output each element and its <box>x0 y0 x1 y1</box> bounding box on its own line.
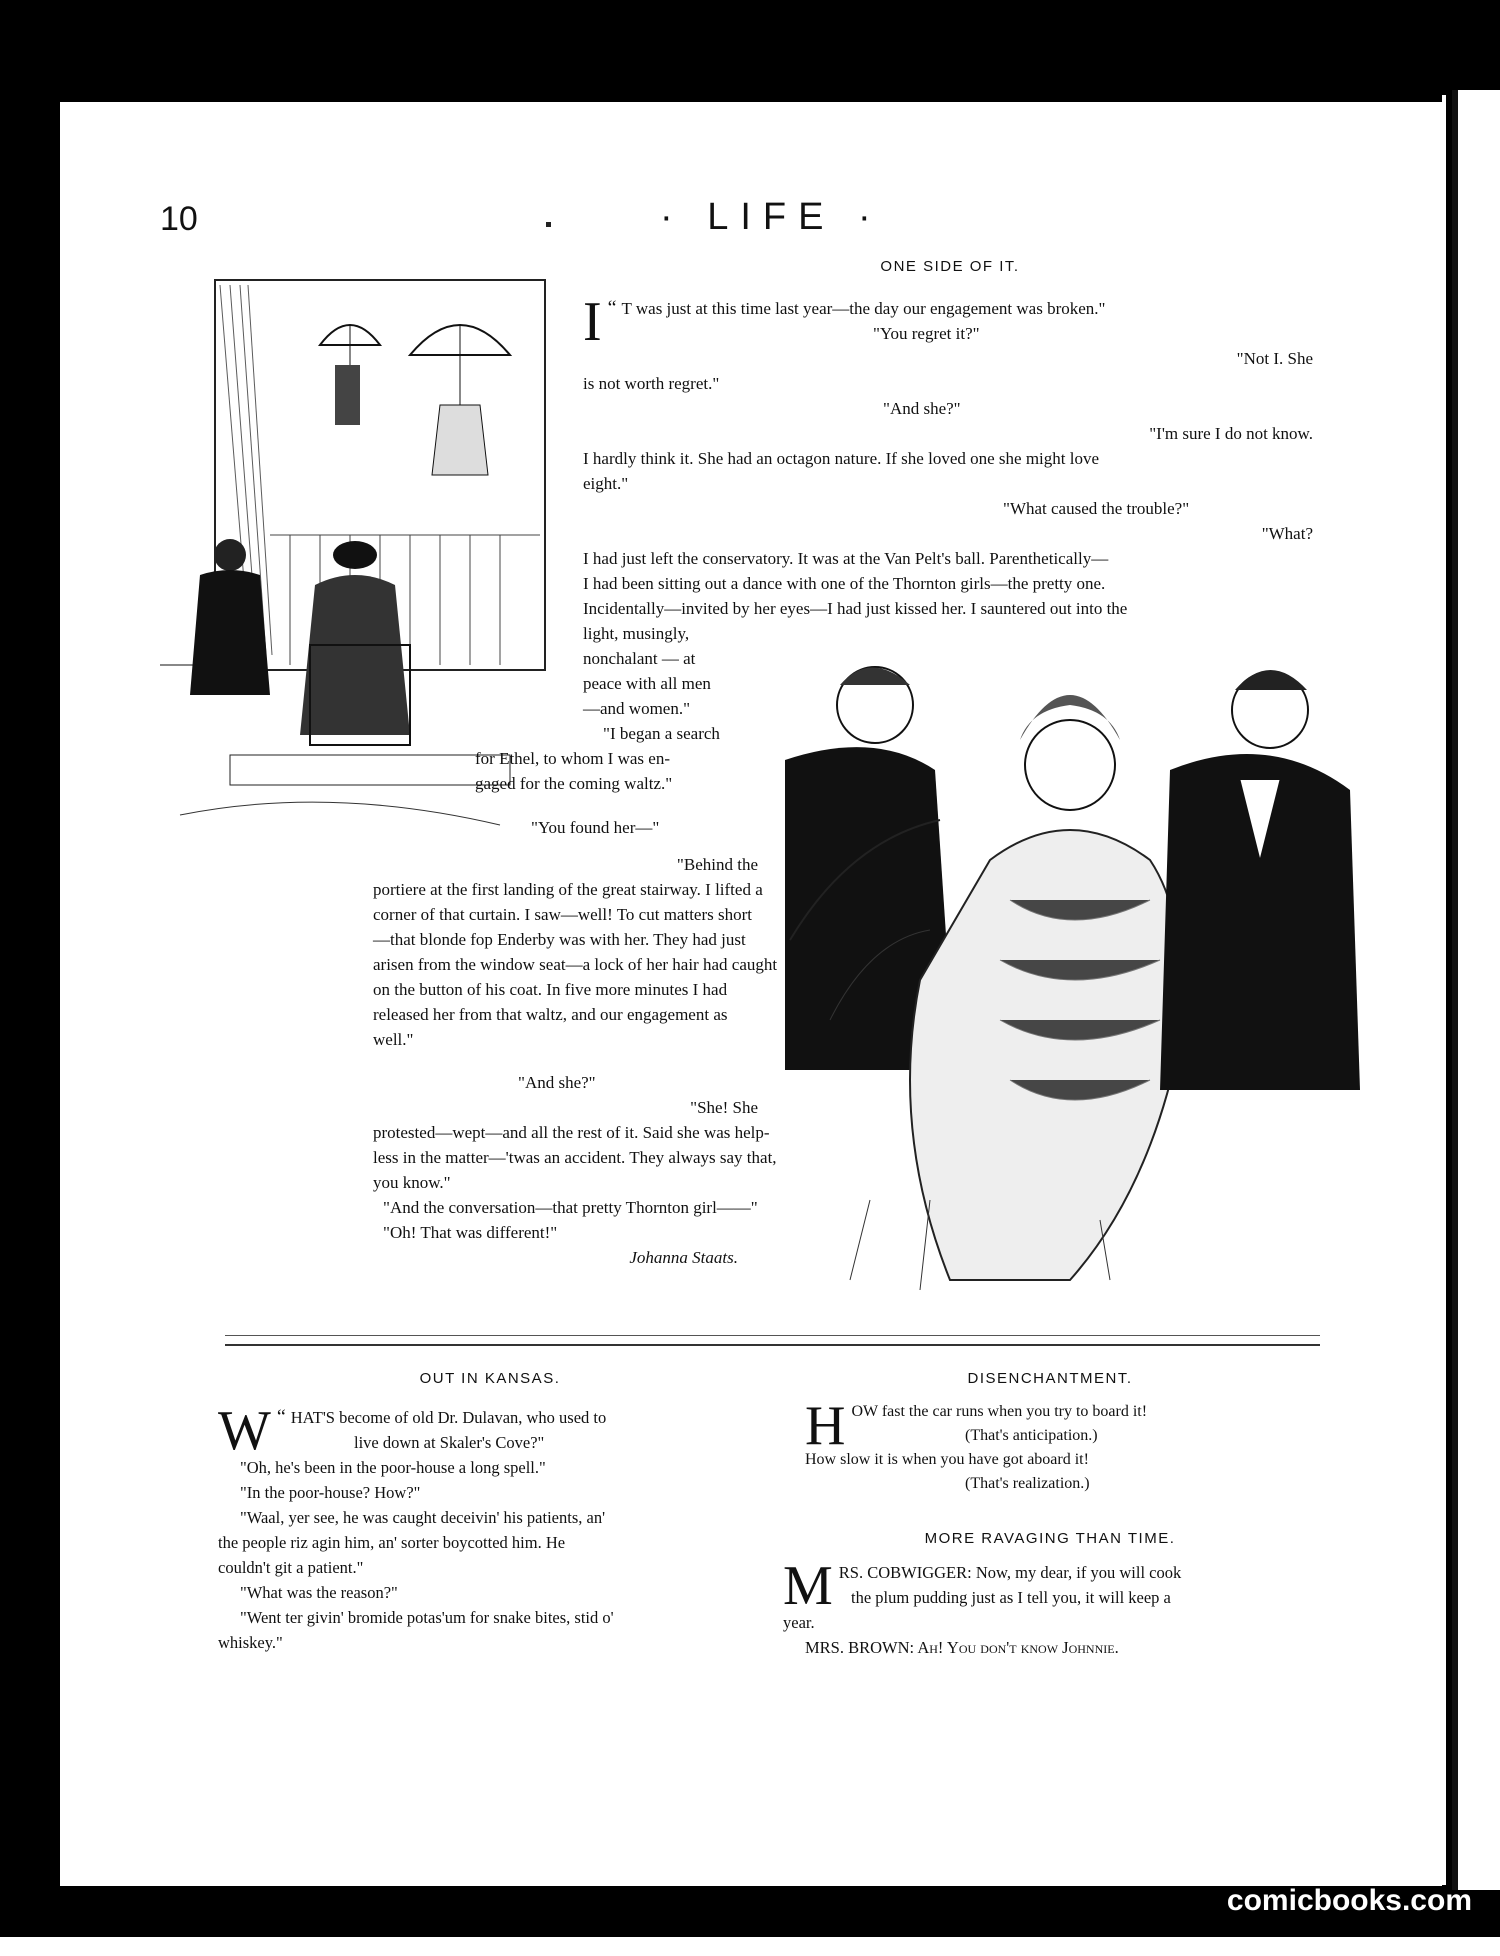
text-line: for Ethel, to whom I was en- <box>475 749 670 768</box>
quote-mark: “ <box>276 1406 291 1428</box>
text-line: How slow it is when you have got aboard it! <box>805 1451 1089 1468</box>
text-line: "And she?" <box>518 1073 596 1092</box>
text-line: well." <box>373 1030 414 1049</box>
text-line: "You regret it?" <box>873 324 980 343</box>
text-line: (That's realization.) <box>965 1475 1090 1492</box>
text-line: Incidentally—invited by her eyes—I had just kissed her. I sauntered out into the <box>583 599 1128 618</box>
text-line: OW fast the car runs when you try to board it! <box>851 1403 1148 1420</box>
text-line: protested—wept—and all the rest of it. Said she was help- <box>373 1123 770 1142</box>
watermark: comicbooks.com <box>1226 1884 1472 1917</box>
text-line: "You found her—" <box>531 818 660 837</box>
article-title-one-side: ONE SIDE OF IT. <box>880 258 1020 275</box>
text-line: "Went ter givin' bromide potas'um for snake bites, stid o' <box>240 1608 614 1627</box>
text-line: RS. COBWIGGER: Now, my dear, if you will cook <box>838 1563 1182 1582</box>
bottom-page-strip <box>0 1937 1500 1956</box>
article-ravaging-body <box>783 1555 1323 1660</box>
text-line: "I began a search <box>603 724 720 743</box>
article-one-side-mid <box>475 746 765 796</box>
text-line: arisen from the window seat—a lock of her hair had caught <box>373 955 778 974</box>
text-line: corner of that curtain. I saw—well! To cut matters short <box>373 905 752 924</box>
dropcap: H <box>805 1395 846 1457</box>
text-line: live down at Skaler's Cove?" <box>354 1433 545 1452</box>
text-line: less in the matter—'twas an accident. They always say that, <box>373 1148 777 1167</box>
text-line: MRS. BROWN: Ah! You don't know Johnnie. <box>805 1638 1119 1657</box>
text-line: T was just at this time last year—the day our engagement was broken." <box>621 299 1106 318</box>
text-line: is not worth regret." <box>583 374 720 393</box>
text-line: "What caused the trouble?" <box>1003 499 1190 518</box>
text-line: released her from that waltz, and our engagement as <box>373 1005 728 1024</box>
text-line: "Not I. She <box>1236 349 1313 368</box>
text-line: I had just left the conservatory. It was at the Van Pelt's ball. Parenthetically— <box>583 549 1109 568</box>
text-line: light, musingly, <box>583 624 690 643</box>
text-line: HAT'S become of old Dr. Dulavan, who used to <box>290 1408 607 1427</box>
text-line: "Oh! That was different!" <box>383 1223 558 1242</box>
text-line: the plum pudding just as I tell you, it will keep a <box>851 1588 1171 1607</box>
text-line: I had been sitting out a dance with one of the Thornton girls—the pretty one. <box>583 574 1106 593</box>
text-line: the people riz agin him, an' sorter boycotted him. He <box>218 1533 566 1552</box>
text-line: "What? <box>1261 524 1313 543</box>
text-line: peace with all men <box>583 674 711 693</box>
article-one-side-narrow <box>583 621 758 746</box>
article-title-ravaging: MORE RAVAGING THAN TIME. <box>924 1530 1176 1547</box>
section-divider <box>225 1335 1320 1346</box>
text-line: "I'm sure I do not know. <box>1149 424 1313 443</box>
text-line: whiskey." <box>218 1633 283 1652</box>
text-line: "Behind the <box>676 855 758 874</box>
article-title-kansas: OUT IN KANSAS. <box>419 1370 561 1387</box>
dropcap: W <box>218 1400 271 1462</box>
text-line: portiere at the first landing of the great stairway. I lifted a <box>373 880 763 899</box>
article-one-side-body <box>583 291 1313 621</box>
text-line: "And the conversation—that pretty Thornton girl——" <box>383 1198 758 1217</box>
text-line: I hardly think it. She had an octagon nature. If she loved one she might love <box>583 449 1100 468</box>
text-line: (That's anticipation.) <box>965 1427 1098 1444</box>
text-line: "Oh, he's been in the poor-house a long spell." <box>240 1458 546 1477</box>
text-line: "She! She <box>690 1098 758 1117</box>
dropcap: I <box>583 291 602 353</box>
text-line: couldn't git a patient." <box>218 1558 364 1577</box>
article-kansas-body <box>218 1400 758 1655</box>
text-line: "In the poor-house? How?" <box>240 1483 421 1502</box>
dropcap: M <box>783 1555 833 1617</box>
text-line: eight." <box>583 474 629 493</box>
quote-mark: “ <box>607 297 622 319</box>
header-dot <box>546 222 551 227</box>
text-line: —that blonde fop Enderby was with her. They had just <box>373 930 746 949</box>
article-title-disenchantment: DISENCHANTMENT. <box>967 1370 1133 1387</box>
text-line: gaged for the coming waltz." <box>475 774 673 793</box>
text-line: —and women." <box>583 699 691 718</box>
masthead-title: · LIFE · <box>660 196 883 238</box>
text-line: year. <box>783 1613 815 1632</box>
text-line: "And she?" <box>883 399 961 418</box>
text-line: on the button of his coat. In five more minutes I had <box>373 980 728 999</box>
text-line: "What was the reason?" <box>240 1583 398 1602</box>
author-signature: Johanna Staats. <box>629 1248 738 1267</box>
text-line: you know." <box>373 1173 451 1192</box>
article-one-side-lower <box>373 815 778 1270</box>
adjacent-page-edge <box>1452 90 1500 1890</box>
text-line: "Waal, yer see, he was caught deceivin' his patients, an' <box>240 1508 606 1527</box>
page-edge <box>1442 95 1446 1885</box>
article-disenchantment-body <box>805 1395 1325 1496</box>
illustration-three-figures <box>770 640 1370 1300</box>
page-number: 10 <box>160 200 198 238</box>
text-line: nonchalant — at <box>583 649 696 668</box>
